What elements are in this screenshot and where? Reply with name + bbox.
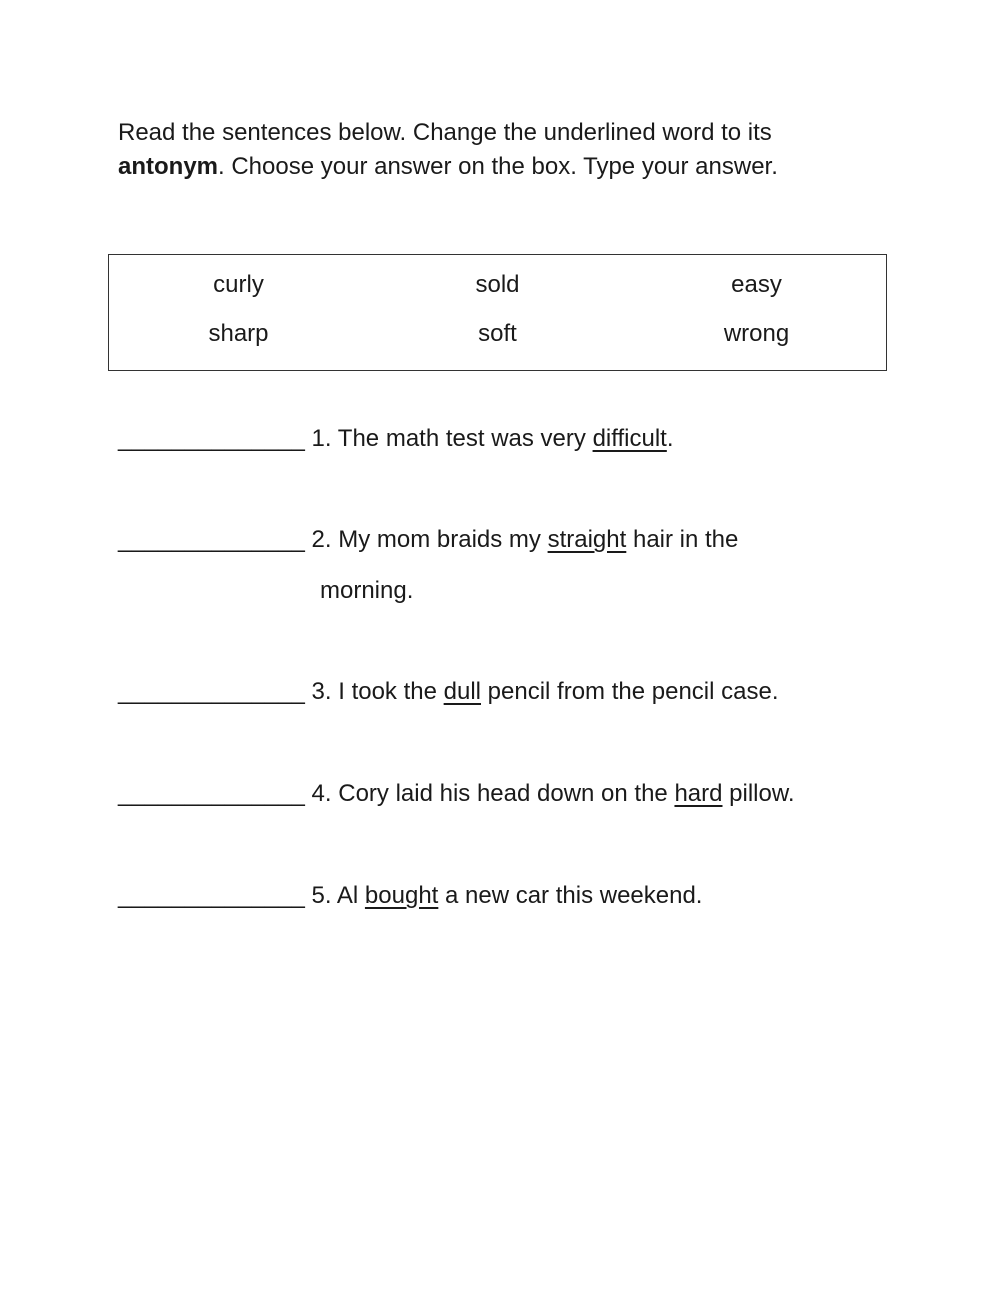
word-bank-box — [108, 254, 887, 371]
question-text-end: pillow. — [722, 780, 795, 807]
question-text: 4. Cory laid his head down on the — [311, 780, 675, 807]
question-text-end: hair in the — [626, 526, 739, 553]
question-2-continuation: morning. — [320, 577, 414, 604]
underlined-word: hard — [674, 780, 723, 807]
question-text-end: pencil from the pencil case. — [481, 678, 779, 705]
answer-blank-4[interactable]: ______________ — [118, 780, 305, 807]
question-text-end: . — [666, 425, 674, 452]
question-text: 5. Al — [311, 882, 365, 909]
instructions — [118, 116, 918, 184]
word-bank-item: soft — [478, 319, 517, 347]
answer-blank-5[interactable]: ______________ — [118, 882, 305, 909]
answer-blank-2[interactable]: ______________ — [118, 526, 305, 553]
question-text: 3. I took the — [311, 678, 444, 705]
question-1 — [118, 424, 674, 454]
instructions-line2: . Choose your answer on the box. Type your answer. — [218, 153, 778, 180]
question-text: 1. The math test was very — [311, 425, 593, 452]
underlined-word: difficult — [592, 425, 667, 452]
question-text-end: a new car this weekend. — [438, 882, 703, 909]
question-2 — [118, 525, 738, 555]
underlined-word: straight — [547, 526, 627, 553]
question-5 — [118, 881, 702, 911]
question-3 — [118, 677, 778, 707]
instructions-line1: Read the sentences below. Change the underlined word to its — [118, 119, 772, 146]
instructions-bold-word: antonym — [118, 153, 219, 180]
question-4 — [118, 779, 795, 809]
word-bank-item: curly — [213, 271, 264, 298]
answer-blank-1[interactable]: ______________ — [118, 425, 305, 452]
underlined-word: bought — [364, 882, 439, 909]
word-bank-item: sharp — [208, 319, 269, 347]
underlined-word: dull — [443, 678, 481, 705]
word-bank-item: sold — [475, 271, 520, 298]
word-bank-item: easy — [731, 271, 782, 298]
question-text: 2. My mom braids my — [311, 526, 548, 553]
word-bank-item: wrong — [723, 319, 790, 347]
answer-blank-3[interactable]: ______________ — [118, 678, 305, 705]
